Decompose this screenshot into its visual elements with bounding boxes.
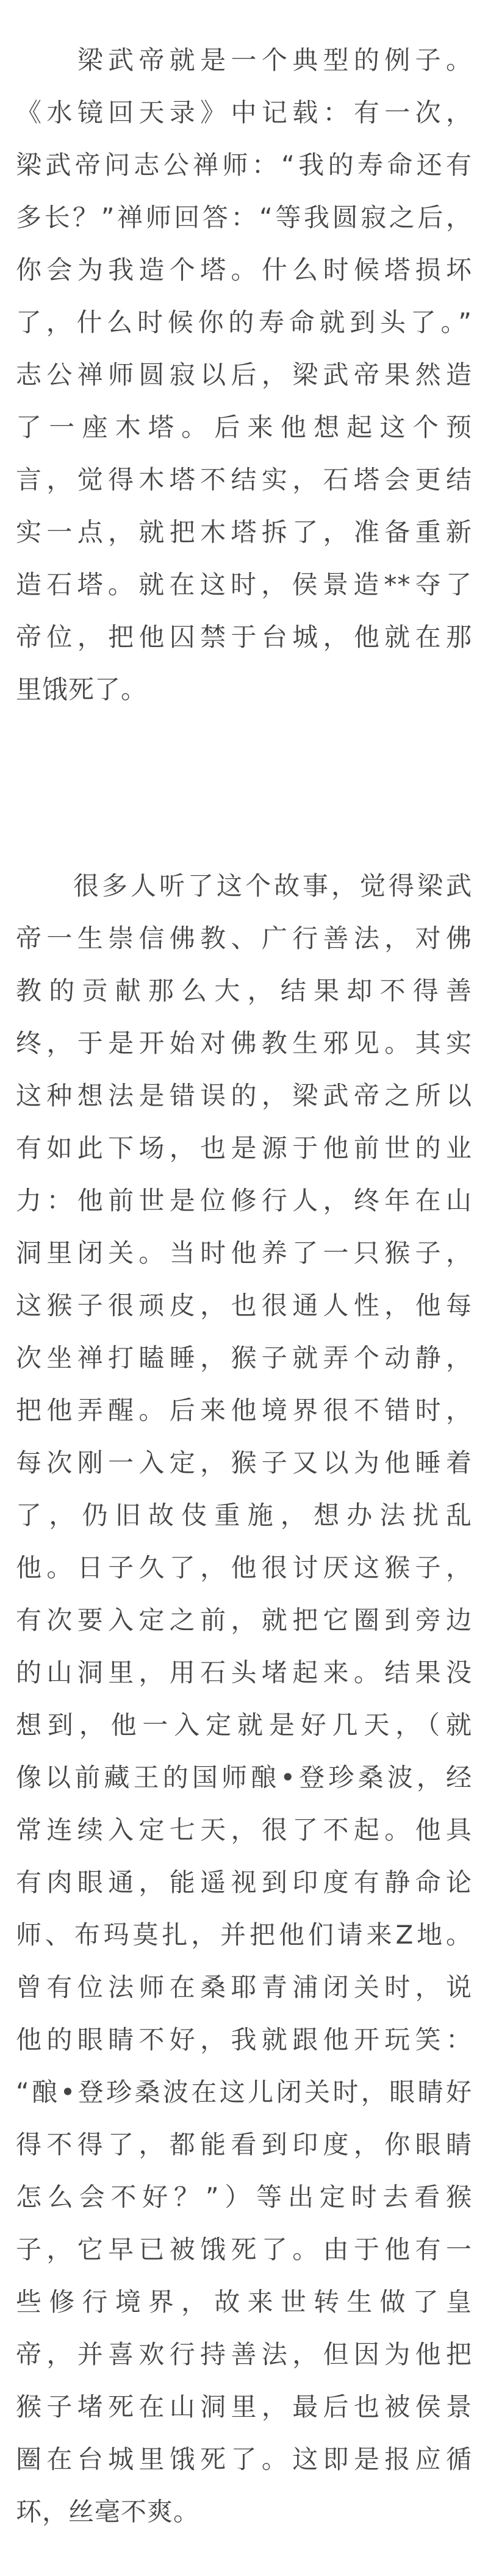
text-line: 了，仍旧故伎重施，想办法扰乱 xyxy=(16,1500,472,1530)
text-line: 了，什么时候你的寿命就到头了。” xyxy=(16,307,472,337)
text-line: 曾有位法师在桑耶青浦闭关时，说 xyxy=(16,1972,472,2002)
text-line: 有如此下场，也是源于他前世的业 xyxy=(16,1133,472,1163)
text-line: 很多人听了这个故事，觉得梁武 xyxy=(16,871,472,901)
paragraph-1 xyxy=(16,34,472,716)
text-line: 次坐禅打瞌睡，猴子就弄个动静， xyxy=(16,1343,472,1373)
text-line: 实一点，就把木塔拆了，准备重新 xyxy=(16,517,472,547)
text-line: 猴子堵死在山洞里，最后也被侯景 xyxy=(16,2392,472,2422)
text-line: 志公禅师圆寂以后，梁武帝果然造 xyxy=(16,360,472,390)
text-line: 这猴子很顽皮，也很通人性，他每 xyxy=(16,1290,472,1320)
text-line: 把他弄醒。后来他境界很不错时， xyxy=(16,1395,472,1425)
text-line: 帝一生崇信佛教、广行善法，对佛 xyxy=(16,923,472,953)
text-line: 终，于是开始对佛教生邪见。其实 xyxy=(16,1028,472,1058)
text-line: “酿•登珍桑波在这儿闭关时，眼睛好 xyxy=(16,2077,472,2107)
text-line: 你会为我造个塔。什么时候塔损坏 xyxy=(16,255,472,285)
text-line: 他的眼睛不好，我就跟他开玩笑： xyxy=(16,2025,472,2055)
text-line: 里饿死了。 xyxy=(16,674,148,704)
text-line: 梁武帝问志公禅师：“我的寿命还有 xyxy=(16,150,472,180)
text-line: 力：他前世是位修行人，终年在山 xyxy=(16,1186,472,1215)
text-line: 帝位，把他囚禁于台城，他就在那 xyxy=(16,622,472,652)
text-line: 这种想法是错误的，梁武帝之所以 xyxy=(16,1081,472,1111)
text-line: 每次刚一入定，猴子又以为他睡着 xyxy=(16,1448,472,1478)
paragraph-2 xyxy=(16,860,472,2538)
text-line: 怎么会不好？”）等出定时去看猴 xyxy=(16,2182,472,2212)
text-line: 有次要入定之前，就把它圈到旁边 xyxy=(16,1605,472,1635)
text-line: 得不得了，都能看到印度，你眼睛 xyxy=(16,2130,472,2159)
text-line: 常连续入定七天，很了不起。他具 xyxy=(16,1815,472,1845)
text-line: 教的贡献那么大，结果却不得善 xyxy=(16,976,472,1006)
text-line: 子，它早已被饿死了。由于他有一 xyxy=(16,2234,472,2264)
text-line: 他。日子久了，他很讨厌这猴子， xyxy=(16,1553,472,1583)
text-line: 《水镜回天录》中记载：有一次， xyxy=(16,98,472,127)
text-line: 像以前藏王的国师酿•登珍桑波，经 xyxy=(16,1762,472,1792)
text-line: 的山洞里，用石头堵起来。结果没 xyxy=(16,1658,472,1687)
text-line: 洞里闭关。当时他养了一只猴子， xyxy=(16,1238,472,1268)
text-line: 些修行境界，故来世转生做了皇 xyxy=(16,2287,472,2317)
text-line: 环，丝毫不爽。 xyxy=(16,2497,200,2527)
text-line: 梁武帝就是一个典型的例子。 xyxy=(16,45,472,75)
text-line: 想到，他一入定就是好几天，（就 xyxy=(16,1710,472,1740)
text-line: 多长？”禅师回答：“等我圆寂之后， xyxy=(16,202,472,232)
text-line: 了一座木塔。后来他想起这个预 xyxy=(16,412,472,442)
text-line: 造石塔。就在这时，侯景造**夺了 xyxy=(16,570,472,599)
text-line: 圈在台城里饿死了。这即是报应循 xyxy=(16,2444,472,2474)
text-line: 有肉眼通，能遥视到印度有静命论 xyxy=(16,1867,472,1897)
text-line: 师、布玛莫扎，并把他们请来Z地。 xyxy=(16,1920,472,1950)
text-line: 帝，并喜欢行持善法，但因为他把 xyxy=(16,2339,472,2369)
text-line: 言，觉得木塔不结实，石塔会更结 xyxy=(16,465,472,495)
